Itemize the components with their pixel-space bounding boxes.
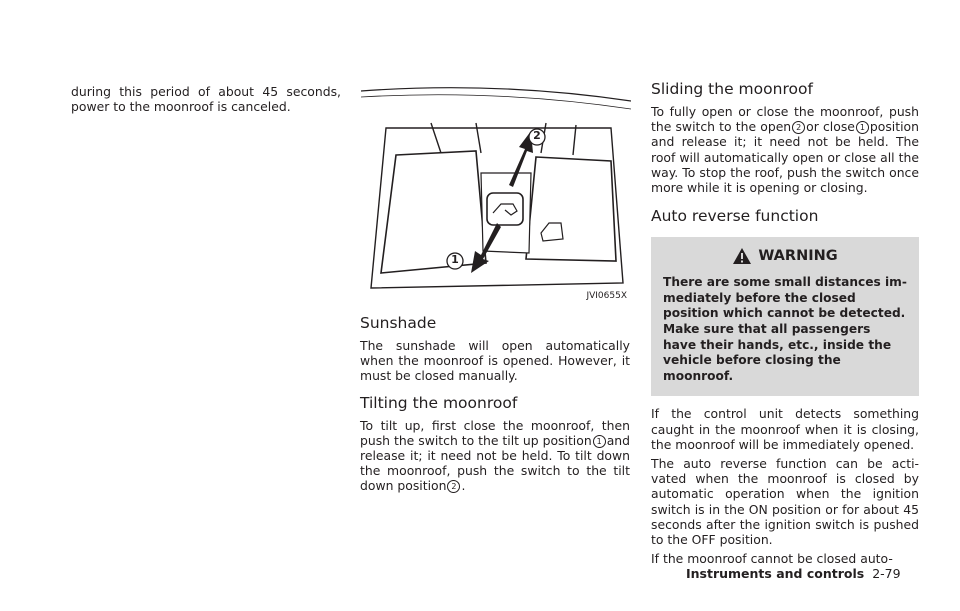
right-column — [651, 0, 919, 566]
middle-column — [360, 0, 630, 494]
footer-section-name: Instruments and controls — [686, 566, 865, 581]
callout-2-label: 2 — [533, 129, 541, 142]
figure-id: JVI0655X — [586, 291, 627, 301]
auto-reverse-para-1: If the control unit detects something caught in the moonroof when it is closing, the moonroof will be immediately opened. — [651, 406, 919, 452]
tilting-section — [360, 394, 630, 494]
circled-1-icon: 1 — [593, 435, 606, 448]
auto-reverse-section — [651, 207, 919, 566]
tilting-text-c: . — [461, 478, 466, 494]
left-column — [71, 0, 341, 114]
tilting-heading: Tilting the moonroof — [360, 393, 518, 412]
sliding-text-c: position and release it; it need not be held. The roof will automatically open or close all the way. To stop the roof, push the switch once more while it is opening or closing. — [651, 119, 919, 196]
moonroof-switch-illustration — [360, 82, 632, 306]
page-footer — [686, 566, 901, 581]
callout-1-label: 1 — [451, 253, 459, 266]
tilting-text — [360, 418, 630, 494]
continued-paragraph: during this period of about 45 seconds, power to the moonroof is canceled. — [71, 84, 341, 115]
page-number: 2-79 — [872, 566, 901, 581]
tilting-text-a: To tilt up, first close the moonroof, then push the switch to the tilt up position — [360, 417, 630, 448]
circled-1-icon: 1 — [856, 121, 869, 134]
warning-text: There are some small distances im-mediately before the closed position which cannot be detected. Make sure that all passengers have their hands, etc., inside the vehicle before closing the moonroof. — [663, 275, 907, 383]
sunshade-heading: Sunshade — [360, 314, 437, 332]
tilting-text-b: and release it; it need not be held. To tilt down the moonroof, push the switch to the tilt down position — [360, 432, 630, 494]
sliding-heading: Sliding the moonroof — [651, 80, 813, 98]
warning-triangle-icon — [732, 247, 752, 265]
sliding-text-a: To fully open or close the moonroof, push the switch to the open — [651, 104, 919, 135]
warning-header — [663, 247, 907, 265]
sunshade-text: The sunshade will open automatically when the moonroof is opened. However, it must be closed manually. — [360, 338, 630, 384]
overhead-console-drawing — [361, 83, 631, 305]
sliding-text — [651, 104, 919, 195]
sunshade-section — [360, 314, 630, 384]
sliding-section — [651, 80, 919, 195]
auto-reverse-para-2: The auto reverse function can be acti-vated when the moonroof is closed by automatic operation when the ignition switch is in the ON position or for about 45 seconds after the ignition switch is pushed to the OFF position. — [651, 455, 919, 547]
circled-2-icon: 2 — [447, 480, 460, 493]
warning-title: WARNING — [758, 248, 838, 265]
sliding-text-b: or close — [806, 119, 855, 135]
circled-2-icon: 2 — [792, 121, 805, 134]
auto-reverse-heading: Auto reverse function — [651, 207, 819, 226]
auto-reverse-para-3: If the moonroof cannot be closed auto- — [651, 551, 893, 567]
warning-box — [651, 237, 919, 396]
